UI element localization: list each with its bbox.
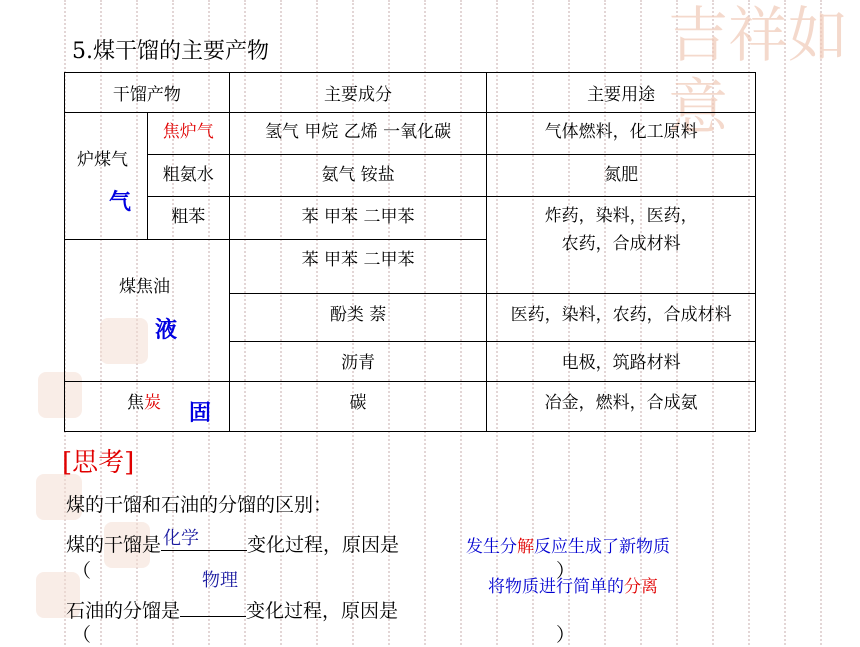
handwritten-answer-2: 物理 <box>202 570 238 591</box>
header-uses: 主要用途 <box>487 73 756 113</box>
header-product: 干馏产物 <box>65 73 230 113</box>
coke-label: 焦炭 <box>127 393 161 413</box>
table-row <box>65 382 756 432</box>
table-row <box>65 155 756 197</box>
header-components: 主要成分 <box>229 73 487 113</box>
paren-close-1: ） <box>556 560 576 582</box>
table-row <box>65 197 756 240</box>
products-table <box>64 72 756 432</box>
uses-cell: 冶金，燃料，合成氨 <box>487 382 756 432</box>
state-liquid: 液 <box>155 317 178 343</box>
gas-group-label: 炉煤气 <box>77 150 128 170</box>
question-text: 煤的干馏和石油的分馏的区别： <box>66 494 333 516</box>
tar-group-label: 煤焦油 <box>119 277 170 297</box>
components-cell: 苯 甲苯 二甲苯 <box>229 240 487 294</box>
page-title: 5.煤干馏的主要产物 <box>72 39 269 64</box>
components-cell: 氨气 铵盐 <box>229 155 487 197</box>
components-cell: 酚类 萘 <box>229 294 487 342</box>
product-cell: 粗苯 <box>147 197 229 240</box>
paren-open-2: （ <box>72 624 92 646</box>
components-cell: 苯 甲苯 二甲苯 <box>229 197 487 240</box>
answer-line-1: 煤的干馏是 化学 变化过程，原因是 <box>66 530 399 557</box>
uses-cell: 炸药，染料，医药， 农药，合成材料 <box>487 197 756 294</box>
components-cell: 沥青 <box>229 342 487 382</box>
state-solid: 固 <box>189 400 212 426</box>
uses-cell: 医药，染料，农药，合成材料 <box>487 294 756 342</box>
answer-line-2: 石油的分馏是 变化过程，原因是 <box>66 600 399 622</box>
components-cell: 碳 <box>229 382 487 432</box>
watermark-seal: 吉祥如意 <box>668 1 848 143</box>
reason-2: 将物质进行简单的分离 <box>488 577 658 597</box>
uses-cell: 气体燃料，化工原料 <box>487 113 756 155</box>
tar-group-cell <box>65 240 230 382</box>
gas-group-cell <box>65 113 148 240</box>
blank-2 <box>180 598 246 617</box>
table-row <box>65 113 756 155</box>
uses-cell: 电极，筑路材料 <box>487 342 756 382</box>
table-header-row <box>65 73 756 113</box>
reason-1: 发生分解反应生成了新物质 <box>466 537 670 557</box>
blank-1 <box>161 528 247 551</box>
product-cell: 焦炉气 <box>147 113 229 155</box>
think-heading: [思考] <box>62 448 135 478</box>
uses-cell: 氮肥 <box>487 155 756 197</box>
paren-open-1: （ <box>72 560 92 582</box>
handwritten-answer-1: 化学 <box>163 528 200 549</box>
state-gas: 气 <box>109 189 132 215</box>
components-cell: 氢气 甲烷 乙烯 一氧化碳 <box>229 113 487 155</box>
paren-close-2: ） <box>556 624 576 646</box>
coke-group-cell <box>65 382 230 432</box>
product-cell: 粗氨水 <box>147 155 229 197</box>
